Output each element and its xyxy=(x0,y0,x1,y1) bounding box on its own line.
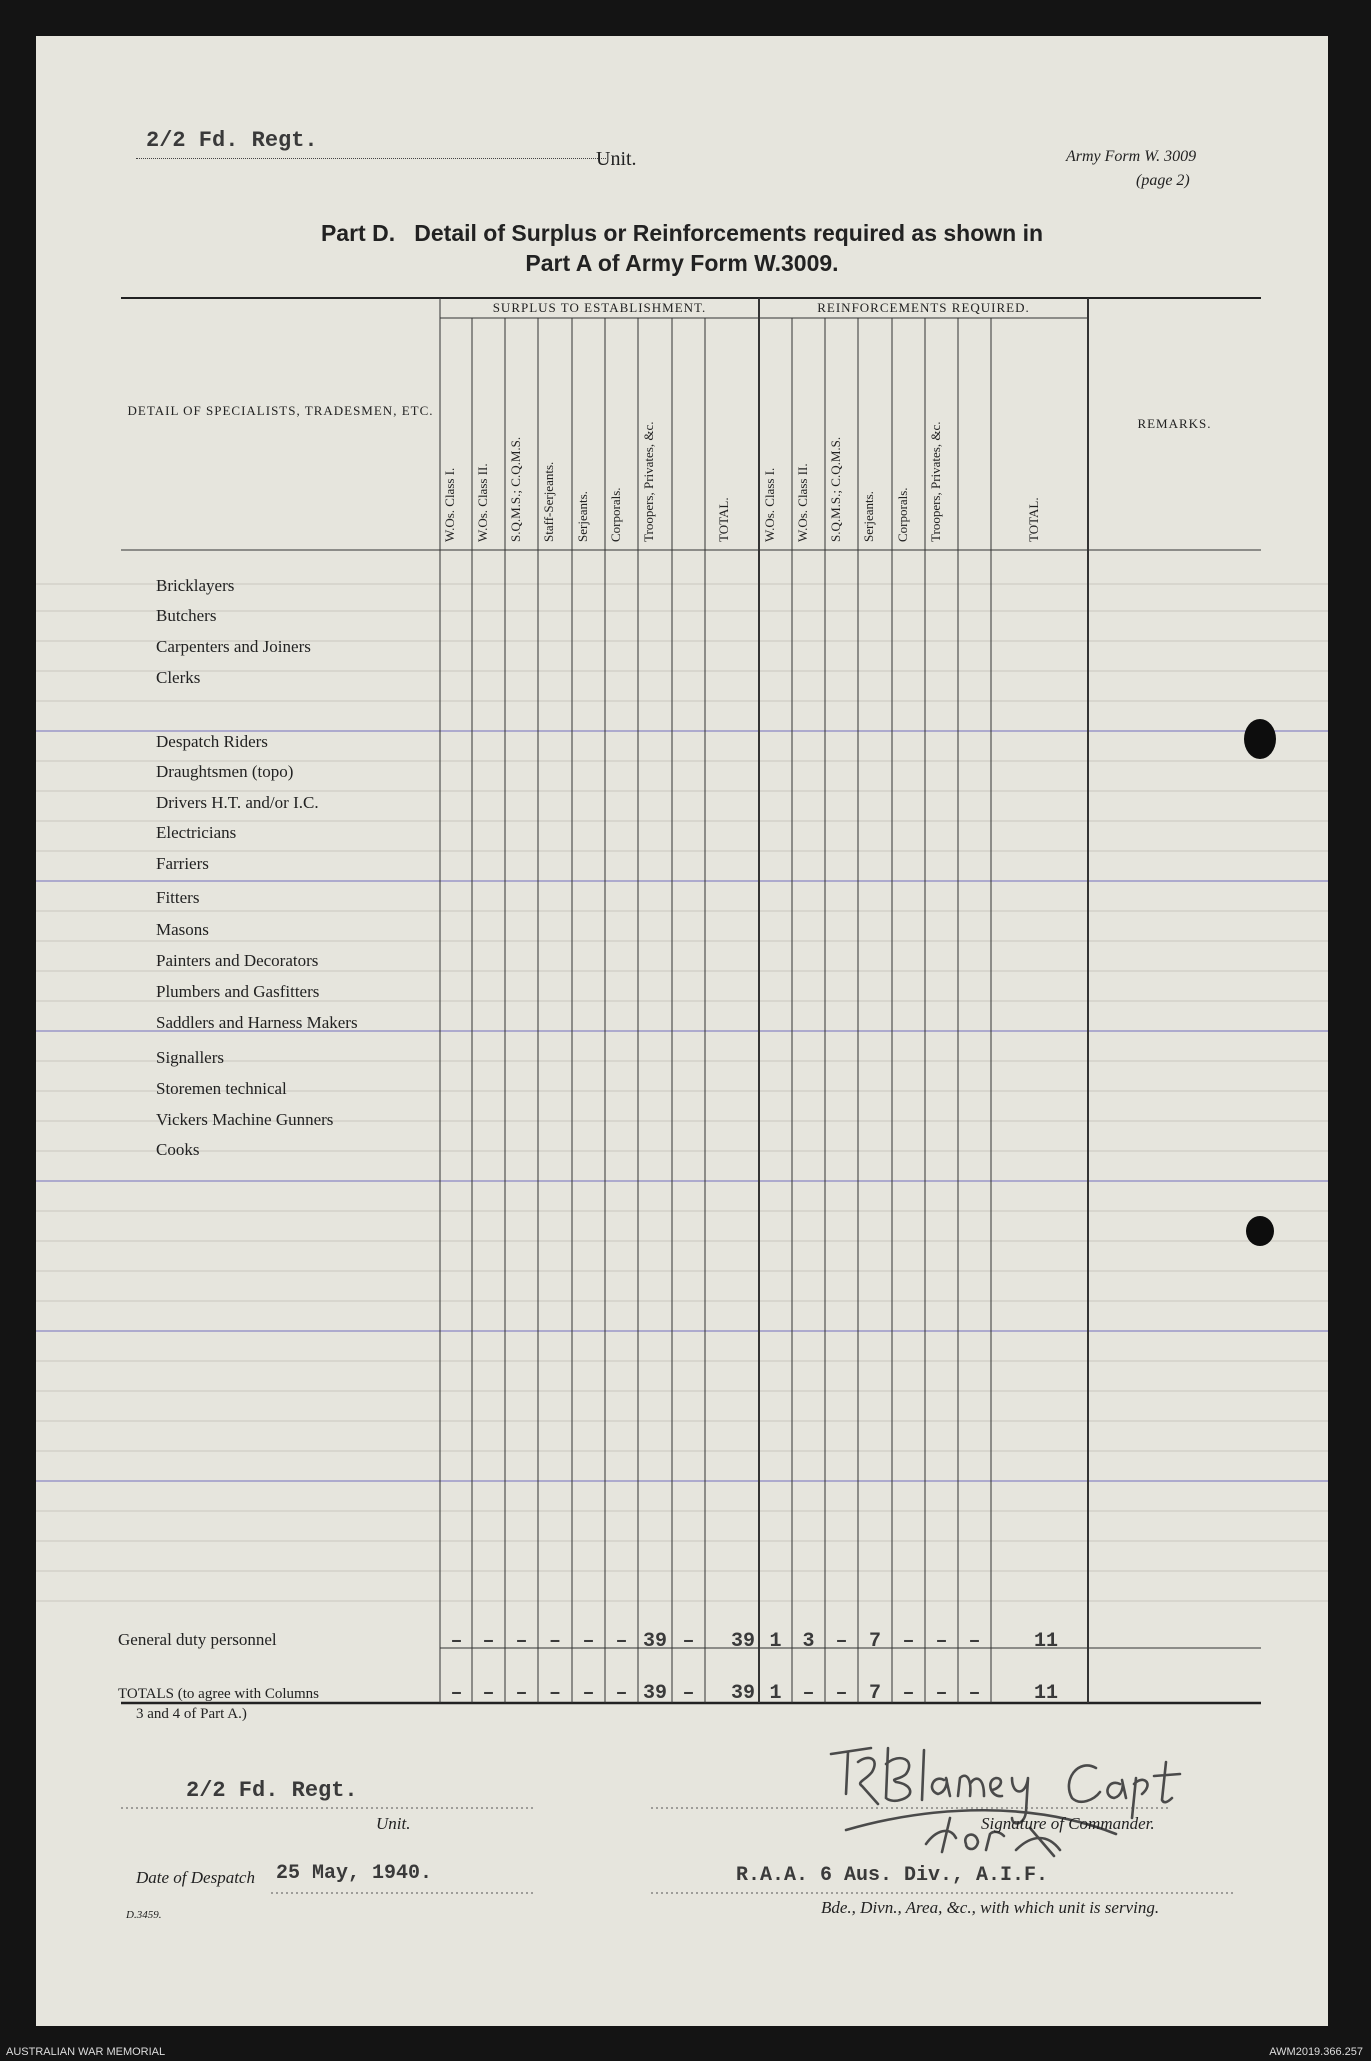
totals-surplus-cell: – xyxy=(582,1682,595,1705)
gdp-surplus-cell: – xyxy=(482,1630,495,1653)
form-code: D.3459. xyxy=(126,1909,162,1921)
unit-typed: 2/2 Fd. Regt. xyxy=(146,128,318,153)
gdp-surplus-cell: – xyxy=(515,1630,528,1653)
footer-unit-label: Unit. xyxy=(376,1814,411,1833)
reinforcement-group-header: REINFORCEMENTS REQUIRED. xyxy=(817,300,1030,315)
totals-reinf-cell: – xyxy=(902,1682,915,1705)
surplus-col-blank xyxy=(675,326,705,542)
signature-label: Signature of Commander. xyxy=(981,1814,1155,1833)
reinf-col-total: TOTAL. xyxy=(1026,497,1041,542)
totals-surplus-cell: – xyxy=(548,1682,561,1705)
title-line-1: Part D. Detail of Surplus or Reinforcements required as shown in xyxy=(320,220,1044,246)
totals-surplus-cell: – xyxy=(450,1682,463,1705)
surplus-col-wo1: W.Os. Class I. xyxy=(442,467,457,542)
gdp-surplus-total: 39 xyxy=(730,1630,755,1653)
reinf-col-troopers: Troopers, Privates, &c. xyxy=(928,421,943,542)
punch-hole xyxy=(1244,719,1276,759)
totals-reinf-cell: 7 xyxy=(868,1682,881,1705)
gdp-surplus-cell: – xyxy=(548,1630,561,1653)
totals-reinf-cell: – xyxy=(802,1682,815,1705)
surplus-col-total: TOTAL. xyxy=(716,497,731,542)
totals-surplus-cell: 39 xyxy=(642,1682,667,1705)
gdp-reinf-cell: – xyxy=(835,1630,848,1653)
gdp-surplus-cell: – xyxy=(682,1630,695,1653)
trade-row: Storemen technical xyxy=(156,1079,287,1098)
gdp-reinf-cell: – xyxy=(935,1630,948,1653)
reinf-col-wo2: W.Os. Class II. xyxy=(795,463,810,542)
reinf-col-serjeants: Serjeants. xyxy=(861,491,876,542)
totals-label-2: 3 and 4 of Part A.) xyxy=(136,1706,247,1722)
totals-label-1: TOTALS (to agree with Columns xyxy=(118,1686,319,1702)
totals-reinf-cell: – xyxy=(935,1682,948,1705)
title-line-2: Part A of Army Form W.3009. xyxy=(525,250,839,276)
reinf-col-sqms: S.Q.M.S.; C.Q.M.S. xyxy=(828,436,843,542)
totals-reinf-cell: – xyxy=(835,1682,848,1705)
reinf-col-corporals: Corporals. xyxy=(895,487,910,542)
trade-row: Vickers Machine Gunners xyxy=(156,1110,334,1129)
trade-row: Fitters xyxy=(156,888,200,907)
surplus-col-staff-serjeants: Staff-Serjeants. xyxy=(541,461,556,542)
trade-row: Draughtsmen (topo) xyxy=(156,762,294,781)
reinf-col-wo1: W.Os. Class I. xyxy=(762,467,777,542)
totals-reinf-cell: – xyxy=(968,1682,981,1705)
gdp-label: General duty personnel xyxy=(118,1630,277,1649)
signature-text xyxy=(656,1796,657,1797)
surplus-col-sqms: S.Q.M.S.; C.Q.M.S. xyxy=(508,436,523,542)
trade-row: Masons xyxy=(156,920,209,939)
despatch-label: Date of Despatch xyxy=(136,1868,255,1887)
archive-right: AWM2019.366.257 xyxy=(1269,2046,1363,2058)
gdp-surplus-cell: – xyxy=(450,1630,463,1653)
gdp-reinf-cell: – xyxy=(968,1630,981,1653)
formation-typed: R.A.A. 6 Aus. Div., A.I.F. xyxy=(736,1864,1049,1887)
totals-reinf-cell: 1 xyxy=(769,1682,782,1705)
gdp-surplus-cell: – xyxy=(615,1630,628,1653)
gdp-reinf-cell: 3 xyxy=(802,1630,815,1653)
signature-image xyxy=(816,1734,1246,1874)
trade-row: Plumbers and Gasfitters xyxy=(156,982,320,1001)
surplus-group-header: SURPLUS TO ESTABLISHMENT. xyxy=(492,300,707,315)
surplus-col-wo2: W.Os. Class II. xyxy=(475,463,490,542)
trade-row: Electricians xyxy=(156,823,237,842)
gdp-reinf-total: 11 xyxy=(1033,1630,1058,1653)
trade-row: Cooks xyxy=(156,1140,200,1159)
detail-header: DETAIL OF SPECIALISTS, TRADESMEN, ETC. xyxy=(127,403,434,418)
footer-unit-typed: 2/2 Fd. Regt. xyxy=(186,1778,358,1803)
unit-label: Unit. xyxy=(596,148,637,170)
totals-reinf-total: 11 xyxy=(1033,1682,1058,1705)
trade-row: Clerks xyxy=(156,668,201,687)
gdp-surplus-cell: 39 xyxy=(642,1630,667,1653)
totals-surplus-cell: – xyxy=(515,1682,528,1705)
totals-surplus-total: 39 xyxy=(730,1682,755,1705)
surplus-col-serjeants: Serjeants. xyxy=(575,491,590,542)
trade-row: Saddlers and Harness Makers xyxy=(156,1013,358,1032)
gdp-reinf-cell: 7 xyxy=(868,1630,881,1653)
trade-row: Farriers xyxy=(156,854,209,873)
formation-label: Bde., Divn., Area, &c., with which unit is serving. xyxy=(821,1898,1160,1917)
gdp-reinf-cell: 1 xyxy=(769,1630,782,1653)
trade-row: Bricklayers xyxy=(156,576,235,595)
trade-row: Carpenters and Joiners xyxy=(156,637,311,656)
surplus-col-troopers: Troopers, Privates, &c. xyxy=(641,421,656,542)
punch-hole xyxy=(1246,1216,1274,1246)
trade-row: Drivers H.T. and/or I.C. xyxy=(156,793,319,812)
totals-surplus-cell: – xyxy=(615,1682,628,1705)
totals-surplus-cell: – xyxy=(482,1682,495,1705)
remarks-header: REMARKS. xyxy=(1137,416,1212,431)
archive-left: AUSTRALIAN WAR MEMORIAL xyxy=(6,2046,166,2058)
totals-surplus-cell: – xyxy=(682,1682,695,1705)
page-ref: (page 2) xyxy=(1136,172,1190,189)
reinf-col-blank xyxy=(961,326,991,542)
trade-row: Signallers xyxy=(156,1048,224,1067)
trade-row: Despatch Riders xyxy=(156,732,268,751)
trade-row: Butchers xyxy=(156,606,217,625)
form-page xyxy=(36,36,1328,2026)
despatch-date: 25 May, 1940. xyxy=(276,1862,433,1885)
gdp-surplus-cell: – xyxy=(582,1630,595,1653)
form-ref: Army Form W. 3009 xyxy=(1066,148,1197,165)
surplus-col-corporals: Corporals. xyxy=(608,487,623,542)
trade-row: Painters and Decorators xyxy=(156,951,319,970)
gdp-reinf-cell: – xyxy=(902,1630,915,1653)
